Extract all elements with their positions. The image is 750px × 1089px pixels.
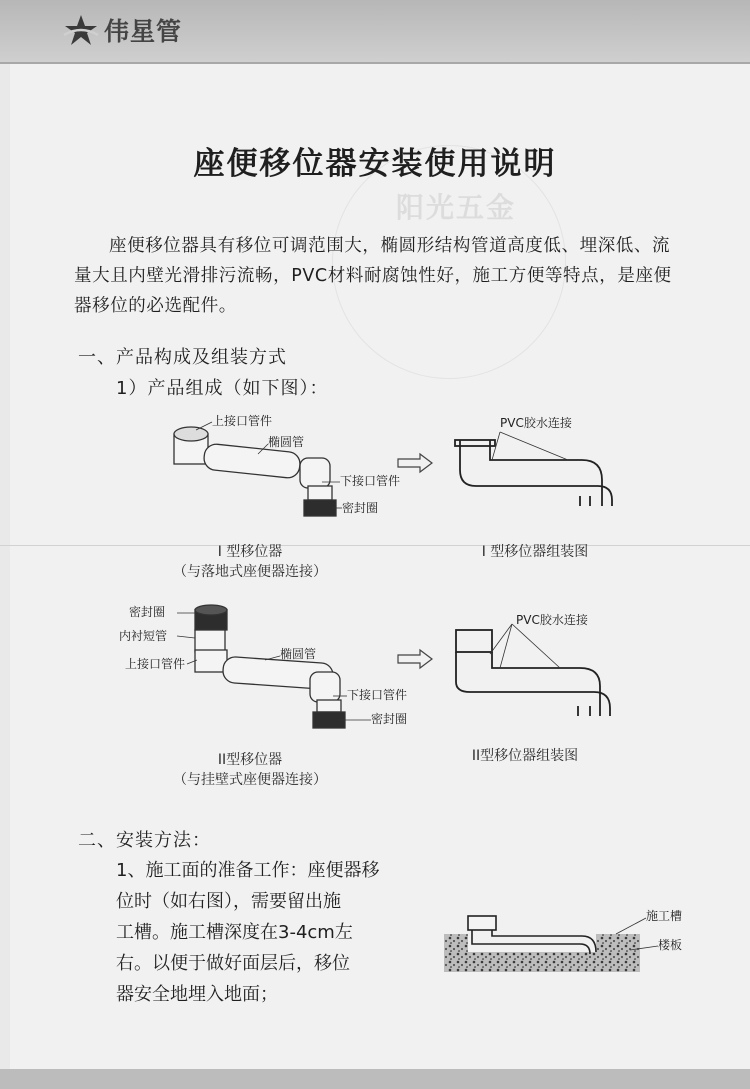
type1-caption-note: （与落地式座便器连接） (173, 564, 327, 580)
type2-arrow-icon (396, 648, 436, 670)
type1-label-seal: 密封圈 (342, 501, 379, 515)
type1-label-ellipse: 椭圆管 (268, 435, 305, 449)
type2-assembly-caption: II型移位器组装图 (471, 748, 579, 764)
section1-subheading: 1）产品组成（如下图）： (116, 378, 329, 399)
step1-line: 器安全地埋入地面； (116, 984, 278, 1005)
intro-paragraph (74, 231, 686, 321)
type2-label-ellipse: 椭圆管 (280, 647, 317, 661)
page-footer (0, 1069, 750, 1089)
intro-text: 座便移位器具有移位可调范围大，椭圆形结构管道高度低、埋深低、流量大且内壁光滑排污流畅，PVC材料耐腐蚀性好，施工方便等特点，是座便器移位的必选配件。 (74, 236, 672, 316)
star-logo-icon (62, 13, 100, 47)
brand-name: 伟星管 (104, 17, 183, 46)
type2-caption-note: （与挂壁式座便器连接） (173, 772, 327, 788)
trench-diagram (440, 904, 710, 978)
type1-label-lower: 下接口管件 (340, 474, 401, 488)
type2-assembly-diagram (440, 610, 630, 722)
type2-assembly-label: PVC胶水连接 (516, 613, 588, 627)
floor-label: 楼板 (658, 938, 683, 952)
paper-fold (0, 545, 750, 546)
type2-label-liner: 内衬短管 (119, 629, 168, 643)
brand-logo (62, 12, 182, 48)
type1-label-upper: 上接口管件 (212, 414, 273, 428)
page-header (0, 0, 750, 64)
type1-assembly-label: PVC胶水连接 (500, 416, 572, 430)
type2-label-lower: 下接口管件 (347, 688, 408, 702)
document-title: 座便移位器安装使用说明 (193, 146, 557, 182)
type1-assembly-diagram (440, 410, 630, 510)
step1-line: 工槽。施工槽深度在3-4cm左 (116, 922, 353, 943)
type1-assembly-caption: I 型移位器组装图 (481, 544, 589, 560)
type1-caption: I 型移位器 (217, 544, 283, 560)
type2-label-seal-top: 密封圈 (129, 605, 166, 619)
trench-label: 施工槽 (646, 909, 683, 923)
type1-arrow-icon (396, 452, 436, 474)
step1-line: 右。以便于做好面层后，移位 (116, 953, 350, 974)
step1-line: 1、施工面的准备工作：座便器移 (116, 860, 380, 881)
type2-diagram (115, 598, 420, 740)
section2-heading: 二、安装方法： (78, 830, 211, 851)
install-step-1 (116, 855, 416, 1010)
type1-caption-block (165, 542, 335, 582)
type2-label-upper: 上接口管件 (125, 657, 186, 671)
step1-line: 位时（如右图），需要留出施 (116, 891, 341, 912)
type1-diagram (160, 410, 410, 522)
watermark: 阳光五金 (396, 191, 517, 224)
section1-heading: 一、产品构成及组装方式 (78, 347, 287, 368)
type2-caption: II型移位器 (217, 752, 283, 768)
type2-caption-block (165, 750, 335, 790)
type2-label-seal-bottom: 密封圈 (371, 712, 408, 726)
